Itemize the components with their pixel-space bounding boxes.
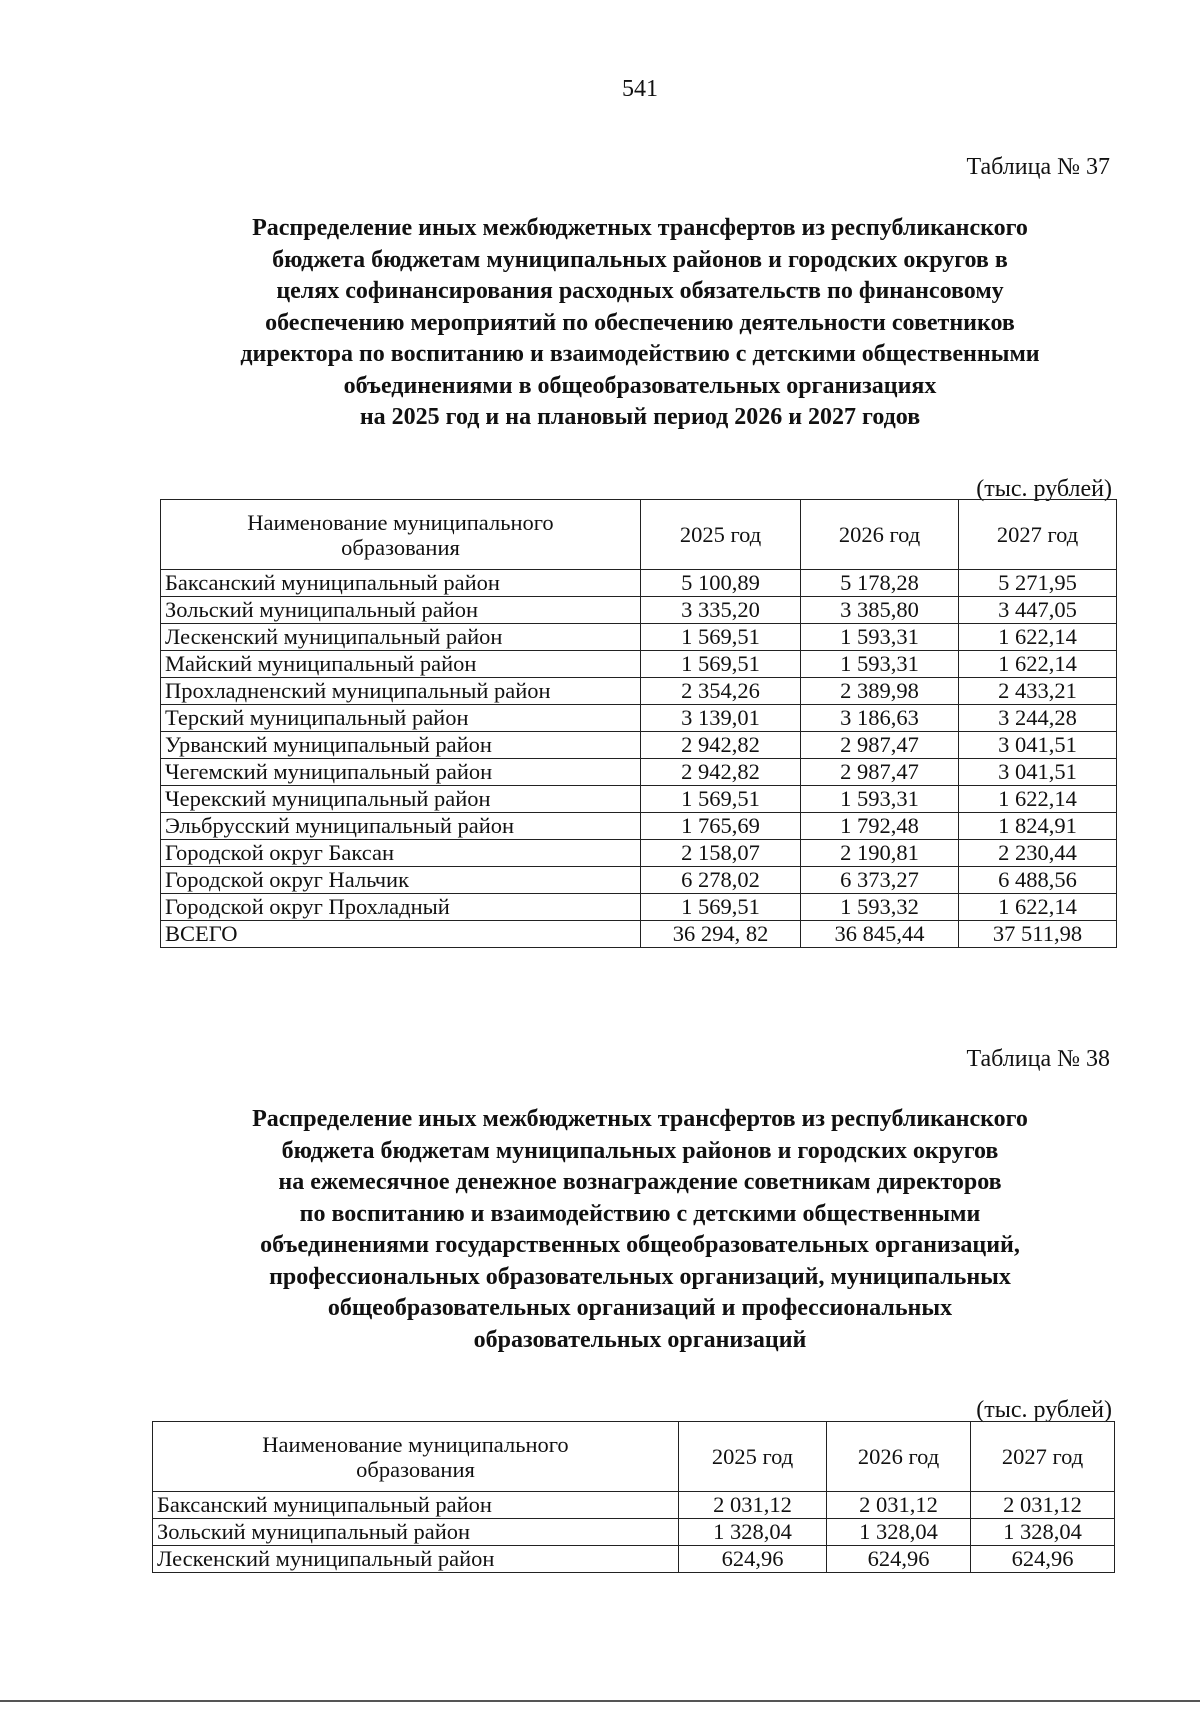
title-line: по воспитанию и взаимодействию с детскими общественными bbox=[299, 1200, 981, 1227]
table-row bbox=[161, 570, 1117, 597]
value-cell: 624,96 bbox=[679, 1546, 827, 1573]
value-cell: 3 385,80 bbox=[801, 597, 959, 624]
value-cell: 1 328,04 bbox=[971, 1519, 1115, 1546]
value-cell: 1 792,48 bbox=[801, 813, 959, 840]
value-cell: 3 041,51 bbox=[959, 732, 1117, 759]
value-cell: 3 139,01 bbox=[641, 705, 801, 732]
table-row bbox=[161, 732, 1117, 759]
value-cell: 1 593,31 bbox=[801, 786, 959, 813]
table-row bbox=[161, 840, 1117, 867]
value-cell: 1 593,32 bbox=[801, 894, 959, 921]
table-row bbox=[161, 597, 1117, 624]
municipality-name-cell: Чегемский муниципальный район bbox=[161, 759, 641, 786]
table-row bbox=[161, 705, 1117, 732]
header-2027: 2027 год bbox=[971, 1422, 1115, 1492]
value-cell: 6 278,02 bbox=[641, 867, 801, 894]
value-cell: 5 100,89 bbox=[641, 570, 801, 597]
municipality-name-cell: Баксанский муниципальный район bbox=[153, 1492, 679, 1519]
value-cell: 2 230,44 bbox=[959, 840, 1117, 867]
table-row bbox=[153, 1492, 1115, 1519]
title-line: профессиональных образовательных организаций, муниципальных bbox=[269, 1263, 1011, 1290]
municipality-name-cell: Урванский муниципальный район bbox=[161, 732, 641, 759]
value-cell: 2 433,21 bbox=[959, 678, 1117, 705]
table-row bbox=[161, 894, 1117, 921]
title-line: Распределение иных межбюджетных трансфертов из республиканского bbox=[252, 1106, 1028, 1132]
header-name: Наименование муниципального образования bbox=[153, 1422, 679, 1492]
table-row bbox=[161, 678, 1117, 705]
title-line: директора по воспитанию и взаимодействию с детскими общественными bbox=[240, 341, 1040, 367]
title-line: целях софинансирования расходных обязательств по финансовому bbox=[276, 278, 1004, 304]
value-cell: 1 622,14 bbox=[959, 651, 1117, 678]
value-cell: 2 158,07 bbox=[641, 840, 801, 867]
municipality-name-cell: ВСЕГО bbox=[161, 921, 641, 948]
table-row bbox=[161, 813, 1117, 840]
value-cell: 1 622,14 bbox=[959, 624, 1117, 651]
value-cell: 2 987,47 bbox=[801, 759, 959, 786]
header-2026: 2026 год bbox=[827, 1422, 971, 1492]
municipality-name-cell: Эльбрусский муниципальный район bbox=[161, 813, 641, 840]
header-row bbox=[161, 500, 1117, 570]
table-37-unit: (тыс. рублей) bbox=[976, 476, 1112, 502]
value-cell: 3 244,28 bbox=[959, 705, 1117, 732]
value-cell: 2 942,82 bbox=[641, 759, 801, 786]
table-38 bbox=[152, 1421, 1115, 1573]
municipality-name-cell: Городской округ Баксан bbox=[161, 840, 641, 867]
value-cell: 1 569,51 bbox=[641, 894, 801, 921]
table-37 bbox=[160, 499, 1117, 948]
value-cell: 1 824,91 bbox=[959, 813, 1117, 840]
title-line: образовательных организаций bbox=[473, 1326, 807, 1353]
value-cell: 2 354,26 bbox=[641, 678, 801, 705]
municipality-name-cell: Городской округ Нальчик bbox=[161, 867, 641, 894]
title-line: объединениями в общеобразовательных организациях bbox=[343, 372, 937, 399]
value-cell: 36 845,44 bbox=[801, 921, 959, 948]
title-line: обеспечению мероприятий по обеспечению деятельности советников bbox=[265, 309, 1015, 336]
value-cell: 624,96 bbox=[971, 1546, 1115, 1573]
value-cell: 37 511,98 bbox=[959, 921, 1117, 948]
value-cell: 1 569,51 bbox=[641, 624, 801, 651]
value-cell: 1 765,69 bbox=[641, 813, 801, 840]
header-2025: 2025 год bbox=[641, 500, 801, 570]
municipality-name-cell: Городской округ Прохладный bbox=[161, 894, 641, 921]
table-row bbox=[153, 1519, 1115, 1546]
table-37-title bbox=[160, 213, 1120, 434]
municipality-name-cell: Майский муниципальный район bbox=[161, 651, 641, 678]
table-38-body bbox=[153, 1492, 1115, 1573]
title-line: Распределение иных межбюджетных трансфертов из республиканского bbox=[252, 215, 1028, 241]
table-37-label: Таблица № 37 bbox=[966, 154, 1110, 180]
header-2025: 2025 год bbox=[679, 1422, 827, 1492]
header-name: Наименование муниципального образования bbox=[161, 500, 641, 570]
value-cell: 2 031,12 bbox=[679, 1492, 827, 1519]
municipality-name-cell: Лескенский муниципальный район bbox=[161, 624, 641, 651]
value-cell: 2 942,82 bbox=[641, 732, 801, 759]
municipality-name-cell: Черекский муниципальный район bbox=[161, 786, 641, 813]
header-2027: 2027 год bbox=[959, 500, 1117, 570]
value-cell: 1 622,14 bbox=[959, 894, 1117, 921]
table-row bbox=[161, 759, 1117, 786]
value-cell: 624,96 bbox=[827, 1546, 971, 1573]
municipality-name-cell: Терский муниципальный район bbox=[161, 705, 641, 732]
table-row bbox=[161, 624, 1117, 651]
value-cell: 1 328,04 bbox=[679, 1519, 827, 1546]
title-line: бюджета бюджетам муниципальных районов и городских округов в bbox=[272, 246, 1008, 273]
value-cell: 36 294, 82 bbox=[641, 921, 801, 948]
table-row bbox=[161, 786, 1117, 813]
table-38-label: Таблица № 38 bbox=[966, 1046, 1110, 1072]
value-cell: 5 271,95 bbox=[959, 570, 1117, 597]
header-2026: 2026 год bbox=[801, 500, 959, 570]
table-row bbox=[153, 1546, 1115, 1573]
value-cell: 2 031,12 bbox=[971, 1492, 1115, 1519]
table-38-title bbox=[160, 1104, 1120, 1356]
page-bottom-rule bbox=[0, 1700, 1200, 1702]
value-cell: 3 186,63 bbox=[801, 705, 959, 732]
table-row bbox=[161, 651, 1117, 678]
value-cell: 6 488,56 bbox=[959, 867, 1117, 894]
title-line: бюджета бюджетам муниципальных районов и городских округов bbox=[281, 1137, 999, 1164]
value-cell: 2 031,12 bbox=[827, 1492, 971, 1519]
value-cell: 1 622,14 bbox=[959, 786, 1117, 813]
value-cell: 5 178,28 bbox=[801, 570, 959, 597]
municipality-name-cell: Лескенский муниципальный район bbox=[153, 1546, 679, 1573]
value-cell: 6 373,27 bbox=[801, 867, 959, 894]
value-cell: 2 987,47 bbox=[801, 732, 959, 759]
municipality-name-cell: Зольский муниципальный район bbox=[161, 597, 641, 624]
table-row bbox=[161, 867, 1117, 894]
table-37-body bbox=[161, 570, 1117, 948]
value-cell: 3 041,51 bbox=[959, 759, 1117, 786]
value-cell: 1 328,04 bbox=[827, 1519, 971, 1546]
header-row bbox=[153, 1422, 1115, 1492]
title-line: объединениями государственных общеобразовательных организаций, bbox=[260, 1232, 1020, 1258]
municipality-name-cell: Зольский муниципальный район bbox=[153, 1519, 679, 1546]
page-number: 541 bbox=[622, 76, 658, 102]
municipality-name-cell: Прохладненский муниципальный район bbox=[161, 678, 641, 705]
value-cell: 1 569,51 bbox=[641, 786, 801, 813]
title-line: на ежемесячное денежное вознаграждение советникам директоров bbox=[278, 1169, 1002, 1195]
value-cell: 1 593,31 bbox=[801, 624, 959, 651]
title-line: на 2025 год и на плановый период 2026 и 2027 годов bbox=[359, 404, 921, 430]
value-cell: 1 593,31 bbox=[801, 651, 959, 678]
value-cell: 3 335,20 bbox=[641, 597, 801, 624]
table-row bbox=[161, 921, 1117, 948]
table-38-unit: (тыс. рублей) bbox=[976, 1397, 1112, 1423]
value-cell: 2 389,98 bbox=[801, 678, 959, 705]
municipality-name-cell: Баксанский муниципальный район bbox=[161, 570, 641, 597]
value-cell: 2 190,81 bbox=[801, 840, 959, 867]
value-cell: 1 569,51 bbox=[641, 651, 801, 678]
value-cell: 3 447,05 bbox=[959, 597, 1117, 624]
title-line: общеобразовательных организаций и профессиональных bbox=[327, 1295, 953, 1321]
